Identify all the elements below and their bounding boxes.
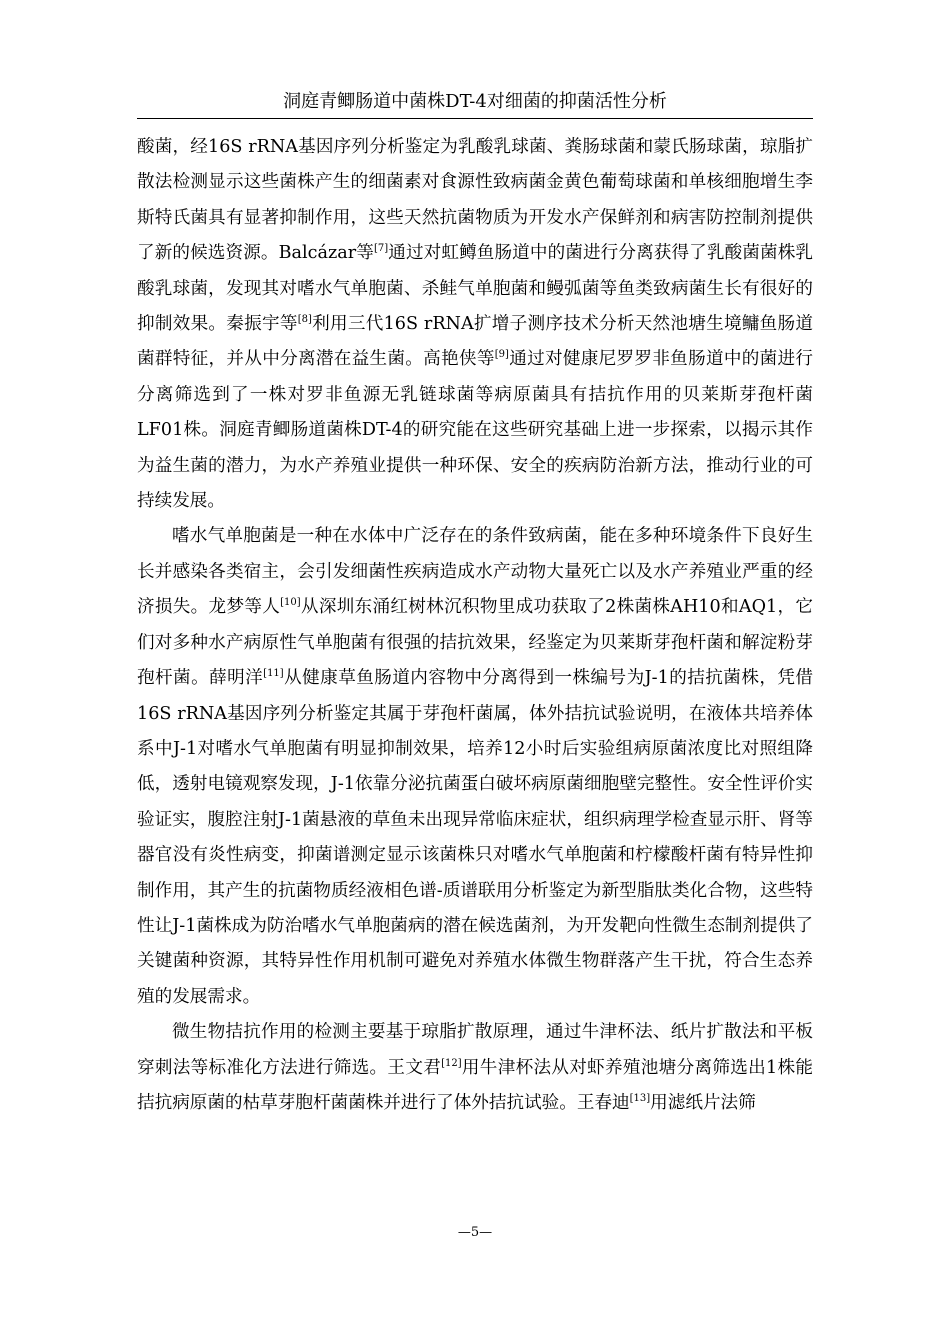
- text-run: 通过对虹鳟鱼肠道中的菌进行分离获得了乳酸菌菌株乳酸乳球菌，发现其对嗜水气单胞菌、杀鲑气单胞菌和鳗弧菌等鱼类致病菌生长有很好的抑制效果。秦振宇等: [137, 243, 813, 335]
- page-number: —5—: [457, 1225, 493, 1240]
- paragraph: [137, 1015, 813, 1121]
- text-run: 从深圳东涌红树林沉积物里成功获取了2株菌株AH10和AQ1，它们对多种水产病原性气单胞菌有很强的拮抗效果，经鉴定为贝莱斯芽孢杆菌和解淀粉芽孢杆菌。薛明洋: [137, 597, 813, 689]
- citation-ref: [10]: [280, 597, 301, 609]
- text-run: 嗜水气单胞菌是一种在水体中广泛存在的条件致病菌，能在多种环境条件下良好生长并感染各类宿主，会引发细菌性疾病造成水产动物大量死亡以及水产养殖业严重的经济损失。龙梦等人: [137, 526, 813, 618]
- text-run: 从健康草鱼肠道内容物中分离得到一株编号为J-1的拮抗菌株，凭借16S rRNA基因序列分析鉴定其属于芽孢杆菌属，体外拮抗试验说明，在液体共培养体系中J-1对嗜水气单胞菌有明显抑制效果，培养12小时后实验组病原菌浓度比对照组降低，透射电镜观察发现，J-1依靠分泌抗菌蛋白破坏病原菌细胞壁完整性。安全性评价实验证实，腹腔注射J-1菌悬液的草鱼未出现异常临床症状，组织病理学检查显示肝、肾等器官没有炎性病变，抑菌谱测定显示该菌株只对嗜水气单胞菌和柠檬酸杆菌有特异性抑制作用，其产生的抗菌物质经液相色谱-质谱联用分析鉴定为新型脂肽类化合物，这些特性让J-1菌株成为防治嗜水气单胞菌病的潜在候选菌剂，为开发靶向性微生态制剂提供了关键菌种资源，其特异性作用机制可避免对养殖水体微生物群落产生干扰，符合生态养殖的发展需求。: [137, 668, 813, 1007]
- running-header-title: 洞庭青鲫肠道中菌株DT-4对细菌的抑菌活性分析: [283, 91, 667, 112]
- text-run: 利用三代16S rRNA扩增子测序技术分析天然池塘生境鳙鱼肠道菌群特征，并从中分离潜在益生菌。高艳侠等: [137, 314, 813, 370]
- body-text: [137, 130, 813, 1121]
- text-run: 通过对健康尼罗罗非鱼肠道中的菌进行分离筛选到了一株对罗非鱼源无乳链球菌等病原菌具有拮抗作用的贝莱斯芽孢杆菌LF01株。洞庭青鲫肠道菌株DT-4的研究能在这些研究基础上进一步探索，以揭示其作为益生菌的潜力，为水产养殖业提供一种环保、安全的疾病防治新方法，推动行业的可持续发展。: [137, 349, 813, 512]
- header-divider: [137, 118, 813, 119]
- citation-ref: [11]: [263, 668, 284, 680]
- citation-ref: [9]: [494, 349, 509, 361]
- text-run: 微生物拮抗作用的检测主要基于琼脂扩散原理，通过牛津杯法、纸片扩散法和平板穿刺法等标准化方法进行筛选。王文君: [137, 1022, 813, 1078]
- citation-ref: [7]: [373, 243, 389, 255]
- text-run: 用滤纸片法筛: [650, 1092, 756, 1113]
- text-run: 用牛津杯法从对虾养殖池塘分离筛选出1株能拮抗病原菌的枯草芽胞杆菌菌株并进行了体外拮抗试验。王春迪: [137, 1057, 813, 1113]
- paragraph: [137, 519, 813, 1015]
- paragraph: [137, 130, 813, 519]
- text-run: 酸菌，经16S rRNA基因序列分析鉴定为乳酸乳球菌、粪肠球菌和蒙氏肠球菌，琼脂扩散法检测显示这些菌株产生的细菌素对食源性致病菌金黄色葡萄球菌和单核细胞增生李斯特氏菌具有显著抑制作用，这些天然抗菌物质为开发水产保鲜剂和病害防控制剂提供了新的候选资源。Balcázar等: [137, 137, 813, 264]
- citation-ref: [12]: [441, 1057, 462, 1069]
- citation-ref: [13]: [629, 1092, 651, 1104]
- citation-ref: [8]: [297, 314, 312, 326]
